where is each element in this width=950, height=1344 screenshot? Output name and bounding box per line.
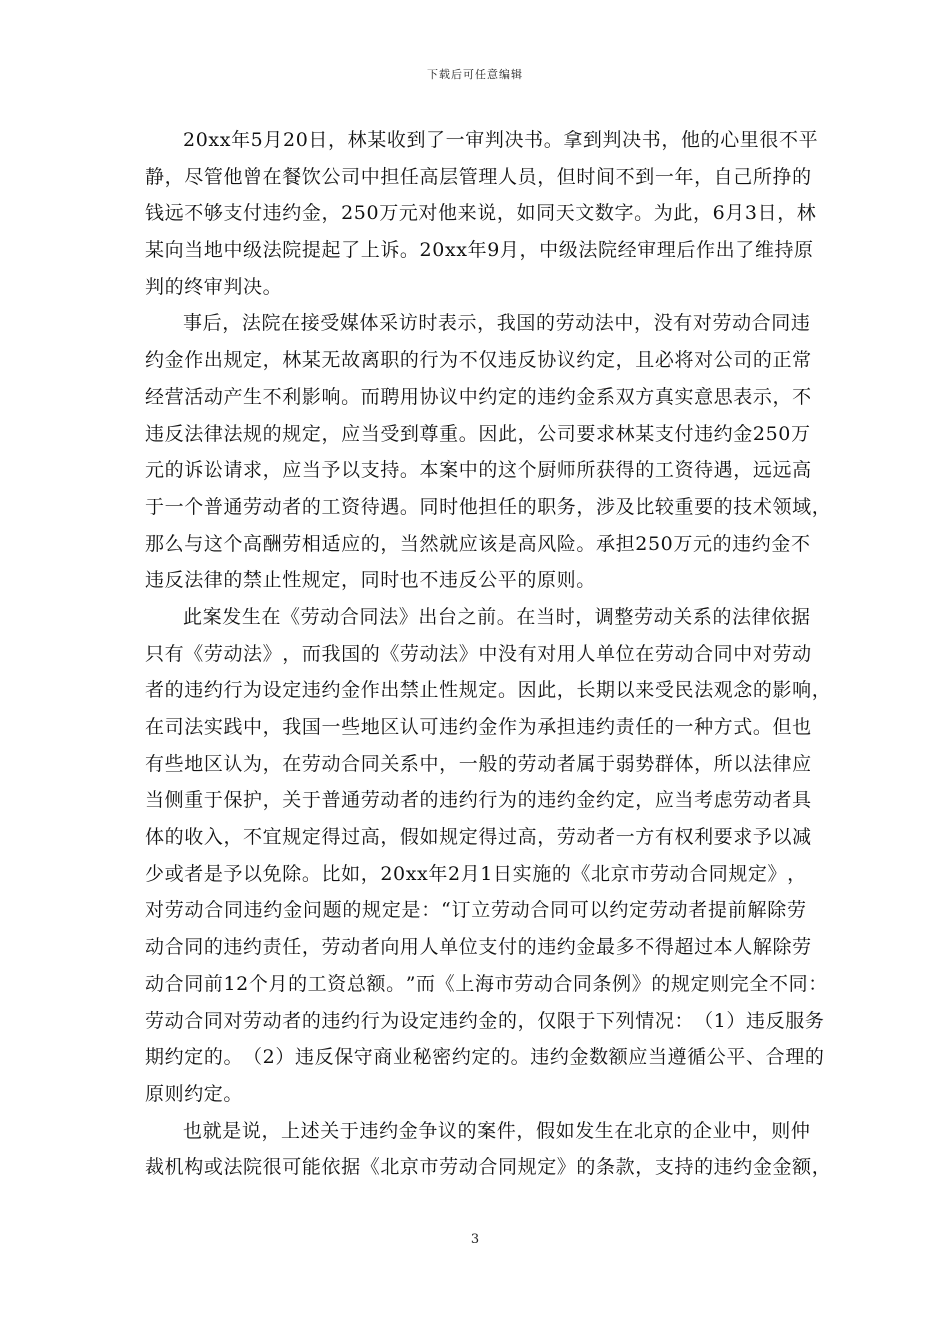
text-line: 少 或 者 是 予 以 免 除 。 比 如 ， 2 0 x x 年 2 月 1 日 实 施 的 《 北 京 市 劳 动 合 同 规 定 》 ， <box>145 862 807 885</box>
text-line: 违反法律的禁止性规定，同时也不违反公平的原则。 <box>145 569 596 592</box>
page-header: 下载后可任意编辑 <box>427 68 523 81</box>
text-line: 当 侧 重 于 保 护 ， 关 于 普 通 劳 动 者 的 违 约 行 为 的 违 约 金 约 定 ， 应 当 考 虑 劳 动 者 具 <box>145 789 812 812</box>
text-line: 动 合 同 的 违 约 责 任 ， 劳 动 者 向 用 人 单 位 支 付 的 违 约 金 最 多 不 得 超 过 本 人 解 除 劳 <box>145 936 812 959</box>
text-line: 裁 机 构 或 法 院 很 可 能 依 据 《 北 京 市 劳 动 合 同 规 定 》 的 条 款 ， 支 持 的 违 约 金 金 额 ， <box>145 1156 832 1179</box>
text-line: 只 有 《 劳 动 法 》 ， 而 我 国 的 《 劳 动 法 》 中 没 有 对 用 人 单 位 在 劳 动 合 同 中 对 劳 动 <box>145 642 812 665</box>
text-line: 者 的 违 约 行 为 设 定 违 约 金 作 出 禁 止 性 规 定 。 因 此 ， 长 期 以 来 受 民 法 观 念 的 影 响 ， <box>145 679 832 702</box>
text-line: 违 反 法 律 法 规 的 规 定 ， 应 当 受 到 尊 重 。 因 此 ， 公 司 要 求 林 某 支 付 违 约 金 2 5 0 万 <box>145 422 811 445</box>
text-line: 也 就 是 说 ， 上 述 关 于 违 约 金 争 议 的 案 件 ， 假 如 发 生 在 北 京 的 企 业 中 ， 则 仲 <box>183 1119 811 1142</box>
page-number: 3 <box>470 1232 480 1247</box>
text-line: 2 0 x x 年 5 月 2 0 日 ， 林 某 收 到 了 一 审 判 决 书 。 拿 到 判 决 书 ， 他 的 心 里 很 不 平 <box>183 129 819 151</box>
text-line: 有 些 地 区 认 为 ， 在 劳 动 合 同 关 系 中 ， 一 般 的 劳 动 者 属 于 弱 势 群 体 ， 所 以 法 律 应 <box>145 752 812 775</box>
text-line: 某 向 当 地 中 级 法 院 提 起 了 上 诉 。 2 0 x x 年 9 月 ， 中 级 法 院 经 审 理 后 作 出 了 维 持 原 <box>145 239 814 262</box>
text-line: 约 金 作 出 规 定 ， 林 某 无 故 离 职 的 行 为 不 仅 违 反 协 议 约 定 ， 且 必 将 对 公 司 的 正 常 <box>145 349 812 372</box>
text-line: 钱 远 不 够 支 付 违 约 金 ， 2 5 0 万 元 对 他 来 说 ， 如 同 天 文 数 字 。 为 此 ， 6 月 3 日 ， 林 <box>145 202 817 225</box>
paragraph <box>145 1113 832 1186</box>
text-line: 那 么 与 这 个 高 酬 劳 相 适 应 的 ， 当 然 就 应 该 是 高 风 险 。 承 担 2 5 0 万 元 的 违 约 金 不 <box>145 532 811 555</box>
text-line: 元 的 诉 讼 请 求 ， 应 当 予 以 支 持 。 本 案 中 的 这 个 厨 师 所 获 得 的 工 资 待 遇 ， 远 远 高 <box>145 459 812 482</box>
text-line: 劳 动 合 同 对 劳 动 者 的 违 约 行 为 设 定 违 约 金 的 ， 仅 限 于 下 列 情 况 ： （ 1 ） 违 反 服 务 <box>145 1009 825 1032</box>
text-line: 期 约 定 的 。 （ 2 ） 违 反 保 守 商 业 秘 密 约 定 的 。 违 约 金 数 额 应 当 遵 循 公 平 、 合 理 的 <box>145 1046 825 1069</box>
text-line: 原则约定。 <box>145 1082 244 1105</box>
text-line: 事 后 ， 法 院 在 接 受 媒 体 采 访 时 表 示 ， 我 国 的 劳 动 法 中 ， 没 有 对 劳 动 合 同 违 <box>183 312 811 335</box>
paragraph <box>145 599 832 1113</box>
text-line: 判的终审判决。 <box>145 275 283 298</box>
text-line: 静 ， 尽 管 他 曾 在 餐 饮 公 司 中 担 任 高 层 管 理 人 员 ， 但 时 间 不 到 一 年 ， 自 己 所 挣 的 <box>145 165 812 188</box>
text-line: 体 的 收 入 ， 不 宜 规 定 得 过 高 ， 假 如 规 定 得 过 高 ， 劳 动 者 一 方 有 权 利 要 求 予 以 减 <box>145 826 812 849</box>
text-line: 在 司 法 实 践 中 ， 我 国 一 些 地 区 认 可 违 约 金 作 为 承 担 违 约 责 任 的 一 种 方 式 。 但 也 <box>145 716 812 738</box>
text-line: 此 案 发 生 在 《 劳 动 合 同 法 》 出 台 之 前 。 在 当 时 ， 调 整 劳 动 关 系 的 法 律 依 据 <box>183 605 811 628</box>
paragraph <box>145 305 832 599</box>
text-line: 动 合 同 前 1 2 个 月 的 工 资 总 额 。 ” 而 《 上 海 市 劳 动 合 同 条 例 》 的 规 定 则 完 全 不 同 ： <box>145 972 828 995</box>
text-line: 经 营 活 动 产 生 不 利 影 响 。 而 聘 用 协 议 中 约 定 的 违 约 金 系 双 方 真 实 意 思 表 示 ， 不 <box>145 385 812 408</box>
text-line: 于 一 个 普 通 劳 动 者 的 工 资 待 遇 。 同 时 他 担 任 的 职 务 ， 涉 及 比 较 重 要 的 技 术 领 域 ， <box>145 495 832 518</box>
paragraph <box>145 122 819 305</box>
text-line: 对 劳 动 合 同 违 约 金 问 题 的 规 定 是 ： “ 订 立 劳 动 合 同 可 以 约 定 劳 动 者 提 前 解 除 劳 <box>145 899 807 922</box>
document-body <box>145 122 832 1186</box>
